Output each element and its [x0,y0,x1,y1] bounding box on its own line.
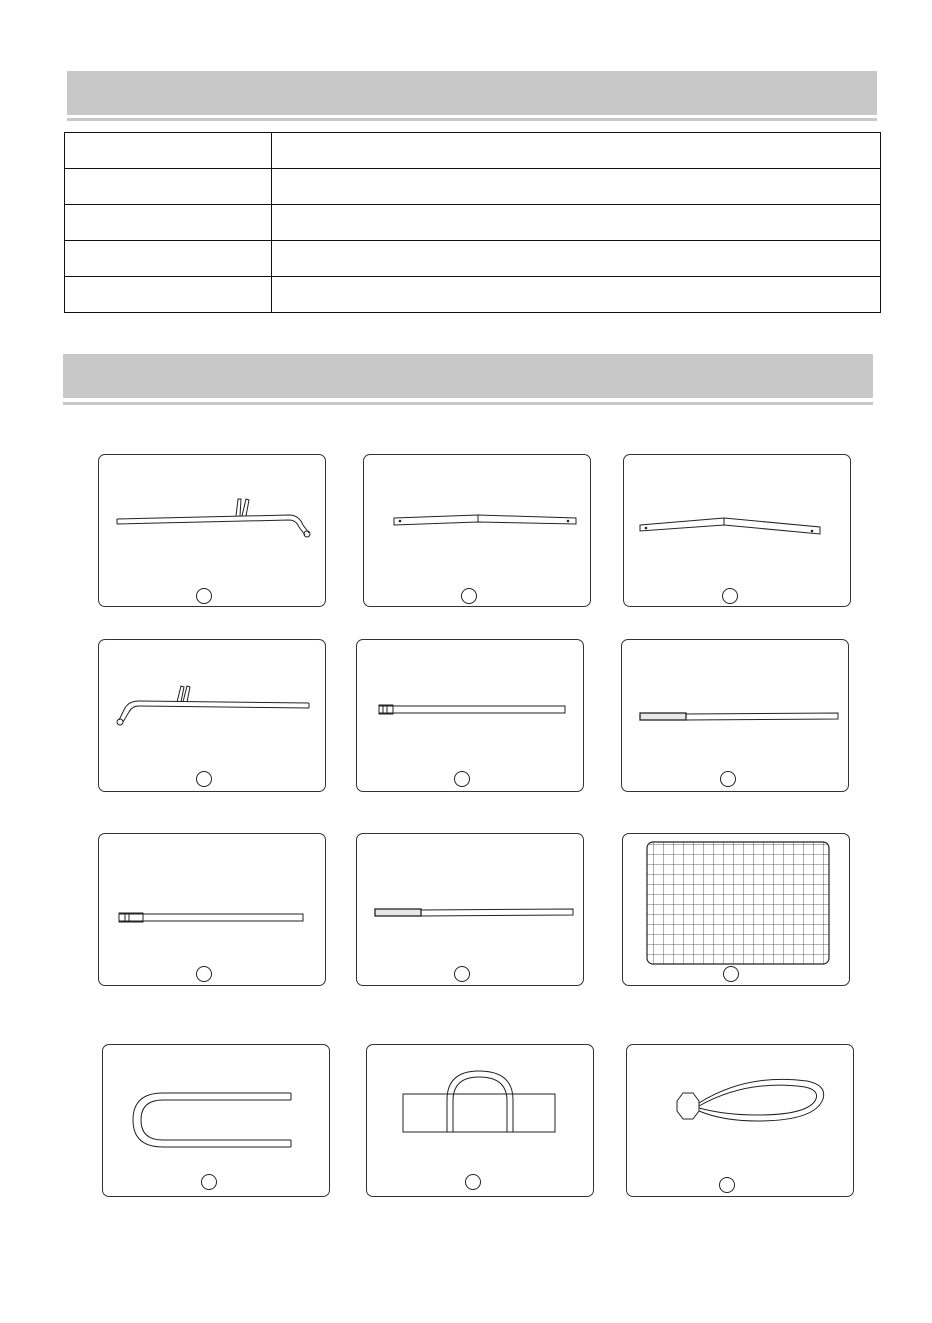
part-number-1 [196,588,212,604]
section-header-band-1 [67,71,877,115]
table-row [65,205,881,241]
part-number-4 [196,771,212,787]
carry-bag-icon [367,1045,593,1196]
table-cell-label [65,205,272,241]
part-panel-10 [102,1044,330,1197]
straight-tube-with-sleeve-icon [622,640,848,791]
part-panel-4 [98,639,326,792]
table-cell-value [272,241,881,277]
part-panel-1 [98,454,326,607]
table-cell-value [272,133,881,169]
table-cell-label [65,133,272,169]
part-panel-9 [622,833,850,986]
table-cell-value [272,277,881,313]
section-header-band-2 [63,354,873,398]
table-cell-value [272,205,881,241]
part-panel-6 [621,639,849,792]
straight-tube-with-connector-icon [357,640,583,791]
part-number-8 [454,966,470,982]
u-shaped-ground-stake-icon [103,1045,329,1196]
part-panel-7 [98,833,326,986]
part-panel-8 [356,833,584,986]
angled-flat-bar-icon [364,455,590,606]
table-row [65,241,881,277]
part-panel-11 [366,1044,594,1197]
part-number-2 [461,588,477,604]
part-panel-12 [626,1044,854,1197]
straight-tube-with-connector-icon [99,834,325,985]
part-panel-3 [623,454,851,607]
table-row [65,133,881,169]
section-header-underline-1 [67,118,877,121]
part-number-10 [201,1174,217,1190]
part-number-9 [723,966,739,982]
net-mesh-icon [623,834,849,985]
section-header-underline-2 [63,402,873,405]
table-cell-value [272,169,881,205]
specification-table [64,132,881,313]
part-number-7 [196,966,212,982]
part-number-6 [720,771,736,787]
angled-flat-bar-icon [624,455,850,606]
ball-bungee-icon [627,1045,853,1196]
curved-end-tube-with-clips-icon [99,455,325,606]
table-row [65,169,881,205]
table-cell-label [65,169,272,205]
table-row [65,277,881,313]
part-panel-2 [363,454,591,607]
table-cell-label [65,241,272,277]
part-number-5 [454,771,470,787]
curved-end-tube-with-clips-icon [99,640,325,791]
table-cell-label [65,277,272,313]
part-number-12 [719,1177,735,1193]
part-number-3 [722,588,738,604]
straight-tube-with-sleeve-icon [357,834,583,985]
part-panel-5 [356,639,584,792]
part-number-11 [465,1174,481,1190]
